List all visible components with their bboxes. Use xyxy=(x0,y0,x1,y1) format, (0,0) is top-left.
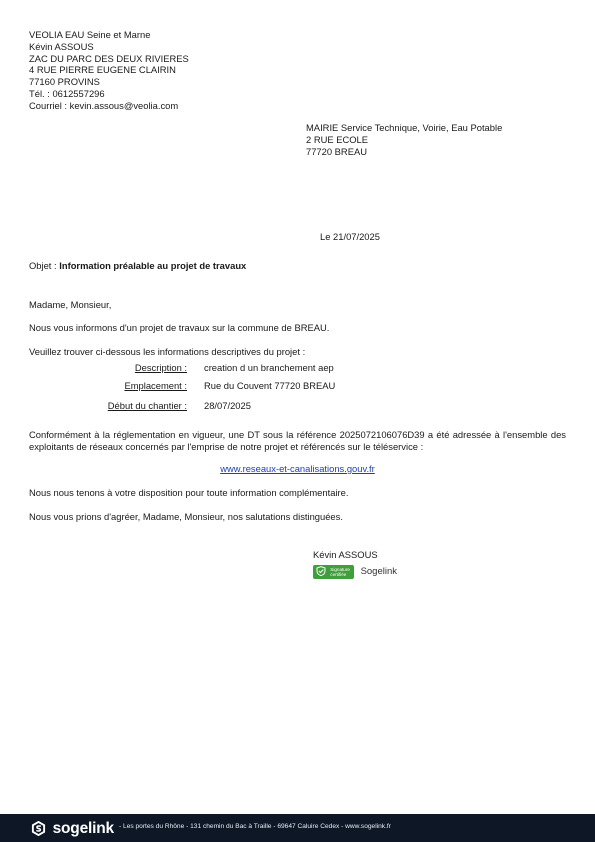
sender-phone: Tél. : 0612557296 xyxy=(29,87,105,99)
badge-line-2: certifiée xyxy=(330,572,347,577)
sender-name: Kévin ASSOUS xyxy=(29,40,94,52)
sogelink-logo-icon xyxy=(31,822,49,833)
emplacement-label: Emplacement : xyxy=(124,380,187,391)
closing-paragraph: Nous vous prions d'agréer, Madame, Monsieur, nos salutations distinguées. xyxy=(29,511,343,522)
shield-check-icon xyxy=(316,566,326,577)
info-row-emplacement xyxy=(29,380,479,393)
sender-company: VEOLIA EAU Seine et Marne xyxy=(29,29,151,40)
info-intro-paragraph: Veuillez trouver ci-dessous les informations descriptives du projet : xyxy=(29,346,306,357)
letter-subject xyxy=(29,260,246,272)
footer-logo xyxy=(31,819,114,837)
sender-block xyxy=(29,29,189,111)
recipient-city: 77720 BREAU xyxy=(306,145,367,157)
sender-city: 77160 PROVINS xyxy=(29,76,100,87)
footer-address: - Les portes du Rhône - 131 chemin du Bac à Traille - 69647 Caluire Cedex - www.sogelink.fr xyxy=(119,823,391,830)
subject-prefix: Objet : xyxy=(29,260,60,271)
intro-paragraph: Nous vous informons d'un projet de travaux sur la commune de BREAU. xyxy=(29,322,330,333)
sender-address-line1: ZAC DU PARC DES DEUX RIVIERES xyxy=(29,52,189,64)
info-row-debut-chantier xyxy=(29,400,479,413)
description-label: Description : xyxy=(134,362,187,373)
sender-email: Courriel : kevin.assous@veolia.com xyxy=(29,99,179,111)
availability-paragraph: Nous nous tenons à votre disposition pour toute information complémentaire. xyxy=(29,487,349,498)
letter-date: Le 21/07/2025 xyxy=(320,231,380,242)
recipient-block xyxy=(306,122,502,157)
salutation: Madame, Monsieur, xyxy=(29,299,112,310)
footer-brand: sogelink xyxy=(52,820,114,837)
conformity-paragraph: Conformément à la réglementation en vigueur, une DT sous la référence 2025072106076D39 a été adressée à l'ensemble des exploitants de réseaux concernés par l'emprise de notre projet et référencés sur le téléservice : xyxy=(29,429,566,452)
footer-bar xyxy=(0,814,595,842)
subject-text: Information préalable au projet de travaux xyxy=(59,260,247,271)
teleservice-link[interactable]: www.reseaux-et-canalisations.gouv.fr xyxy=(220,463,375,474)
badge-line-1: Signature xyxy=(330,567,350,572)
description-value: creation d un branchement aep xyxy=(204,362,334,373)
emplacement-value: Rue du Couvent 77720 BREAU xyxy=(204,380,336,391)
recipient-name: MAIRIE Service Technique, Voirie, Eau Potable xyxy=(306,122,503,133)
signer-name: Kévin ASSOUS xyxy=(313,549,378,560)
debut-chantier-label: Début du chantier : xyxy=(107,400,187,411)
sender-address-line2: 4 RUE PIERRE EUGENE CLAIRIN xyxy=(29,64,176,76)
certified-signature-badge xyxy=(313,565,397,581)
website-line xyxy=(0,463,595,475)
recipient-street: 2 RUE ECOLE xyxy=(306,133,368,145)
debut-chantier-value: 28/07/2025 xyxy=(204,400,251,411)
info-row-description xyxy=(29,362,479,375)
badge-pill xyxy=(313,565,354,579)
badge-brand: Sogelink xyxy=(360,566,398,578)
